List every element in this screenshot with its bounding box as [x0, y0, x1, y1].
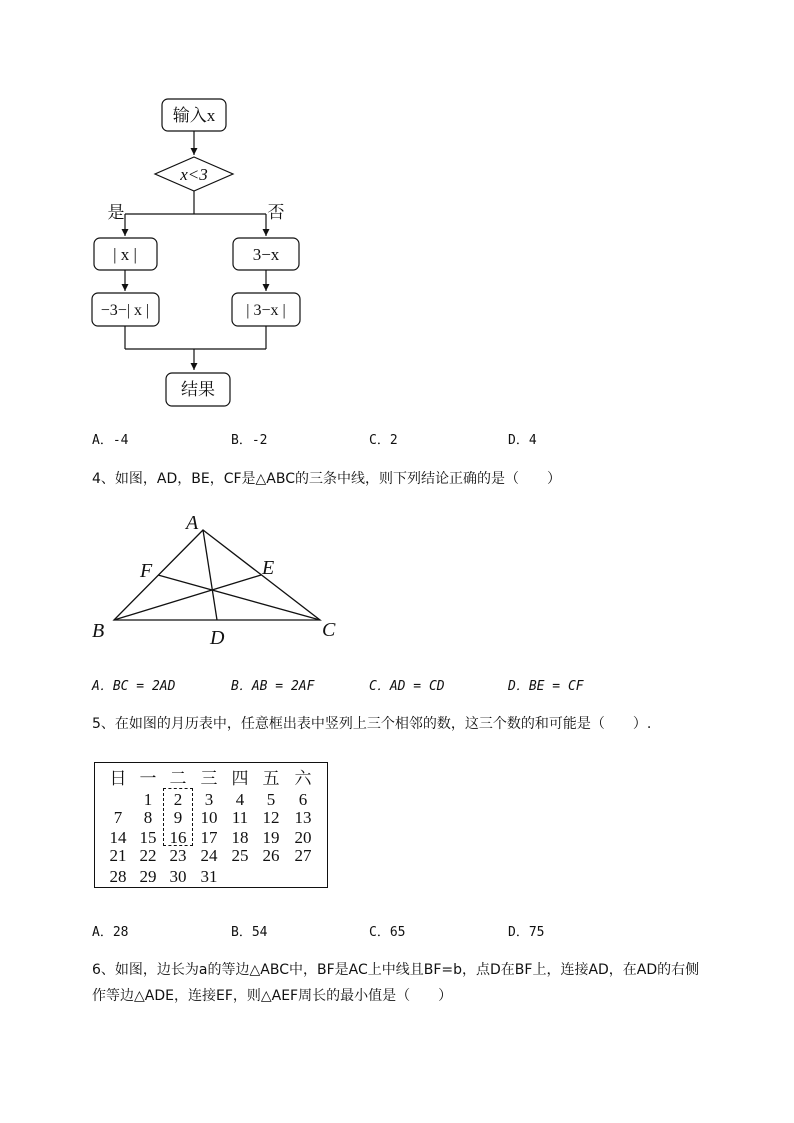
cal-header-fri: 五	[262, 769, 280, 788]
flow-no-label: 否	[267, 203, 285, 222]
cal-header-thu: 四	[231, 769, 249, 788]
cal-day: 12	[262, 808, 280, 827]
cal-day: 10	[200, 808, 218, 827]
point-e: E	[262, 557, 275, 579]
q6-question-line2: 作等边△ADE，连接EF，则△AEF周长的最小值是（ ）	[92, 988, 453, 1004]
cal-header-wed: 三	[200, 769, 218, 788]
cal-day: 3	[204, 790, 214, 809]
q3-option-a[interactable]: A．-4	[92, 433, 129, 448]
q5-option-a[interactable]: A．28	[92, 925, 129, 940]
point-b: B	[92, 620, 105, 642]
cal-day: 30	[169, 867, 187, 886]
triangle-figure	[80, 505, 360, 655]
cal-day: 26	[262, 846, 280, 865]
cal-day: 14	[109, 828, 127, 847]
cal-day: 25	[231, 846, 249, 865]
cal-day: 27	[294, 846, 312, 865]
cal-day: 21	[109, 846, 127, 865]
cal-day: 20	[294, 828, 312, 847]
cal-day: 31	[200, 867, 218, 886]
cal-day: 11	[231, 808, 249, 827]
point-f: F	[140, 560, 153, 582]
q3-option-d[interactable]: D．4	[508, 433, 537, 448]
cal-day: 15	[139, 828, 157, 847]
cal-header-sat: 六	[294, 769, 312, 788]
q6-question-line1: 6、如图，边长为a的等边△ABC中，BF是AC上中线且BF=b，点D在BF上，连接AD，在AD的右侧	[92, 962, 700, 978]
flow-right-step2: | 3−x |	[246, 302, 286, 319]
point-d: D	[210, 627, 225, 649]
cal-day: 5	[266, 790, 276, 809]
q4-option-a[interactable]: A．BC = 2AD	[92, 679, 176, 694]
q3-option-c[interactable]: C．2	[369, 433, 398, 448]
cal-day: 13	[294, 808, 312, 827]
flow-right-step1: 3−x	[252, 245, 280, 264]
flowchart	[0, 0, 794, 420]
q5-option-b[interactable]: B．54	[231, 925, 268, 940]
cal-day: 8	[143, 808, 153, 827]
q4-option-c[interactable]: C．AD = CD	[369, 679, 445, 694]
cal-day: 6	[298, 790, 308, 809]
flow-condition-text: x<3	[180, 165, 208, 184]
cal-day: 28	[109, 867, 127, 886]
cal-day: 19	[262, 828, 280, 847]
point-c: C	[322, 619, 336, 641]
cal-day: 7	[113, 808, 123, 827]
cal-day: 24	[200, 846, 218, 865]
flow-input-text: 输入x	[172, 106, 216, 125]
cal-day: 29	[139, 867, 157, 886]
q4-option-d[interactable]: D．BE = CF	[508, 679, 584, 694]
cal-header-mon: 一	[139, 769, 157, 788]
point-a: A	[186, 512, 199, 534]
q5-question-text: 5、在如图的月历表中，任意框出表中竖列上三个相邻的数，这三个数的和可能是（ ）.	[92, 716, 652, 732]
cal-day: 18	[231, 828, 249, 847]
cal-day: 4	[235, 790, 245, 809]
cal-day: 17	[200, 828, 218, 847]
cal-day: 22	[139, 846, 157, 865]
q3-option-b[interactable]: B．-2	[231, 433, 268, 448]
cal-header-sun: 日	[109, 769, 127, 788]
flow-result-text: 结果	[181, 380, 215, 399]
flow-left-step1: | x |	[113, 245, 137, 264]
cal-day: 2	[173, 790, 183, 809]
cal-day: 23	[169, 846, 187, 865]
q4-option-b[interactable]: B．AB = 2AF	[231, 679, 315, 694]
cal-day: 9	[173, 808, 183, 827]
flow-left-step2: −3−| x |	[100, 302, 150, 319]
q5-option-d[interactable]: D．75	[508, 925, 545, 940]
cal-header-tue: 二	[169, 769, 187, 788]
q5-option-c[interactable]: C．65	[369, 925, 406, 940]
flow-yes-label: 是	[107, 203, 125, 222]
cal-day: 16	[169, 828, 187, 847]
cal-day: 1	[143, 790, 153, 809]
q4-question-text: 4、如图，AD，BE，CF是△ABC的三条中线，则下列结论正确的是（ ）	[92, 471, 562, 487]
